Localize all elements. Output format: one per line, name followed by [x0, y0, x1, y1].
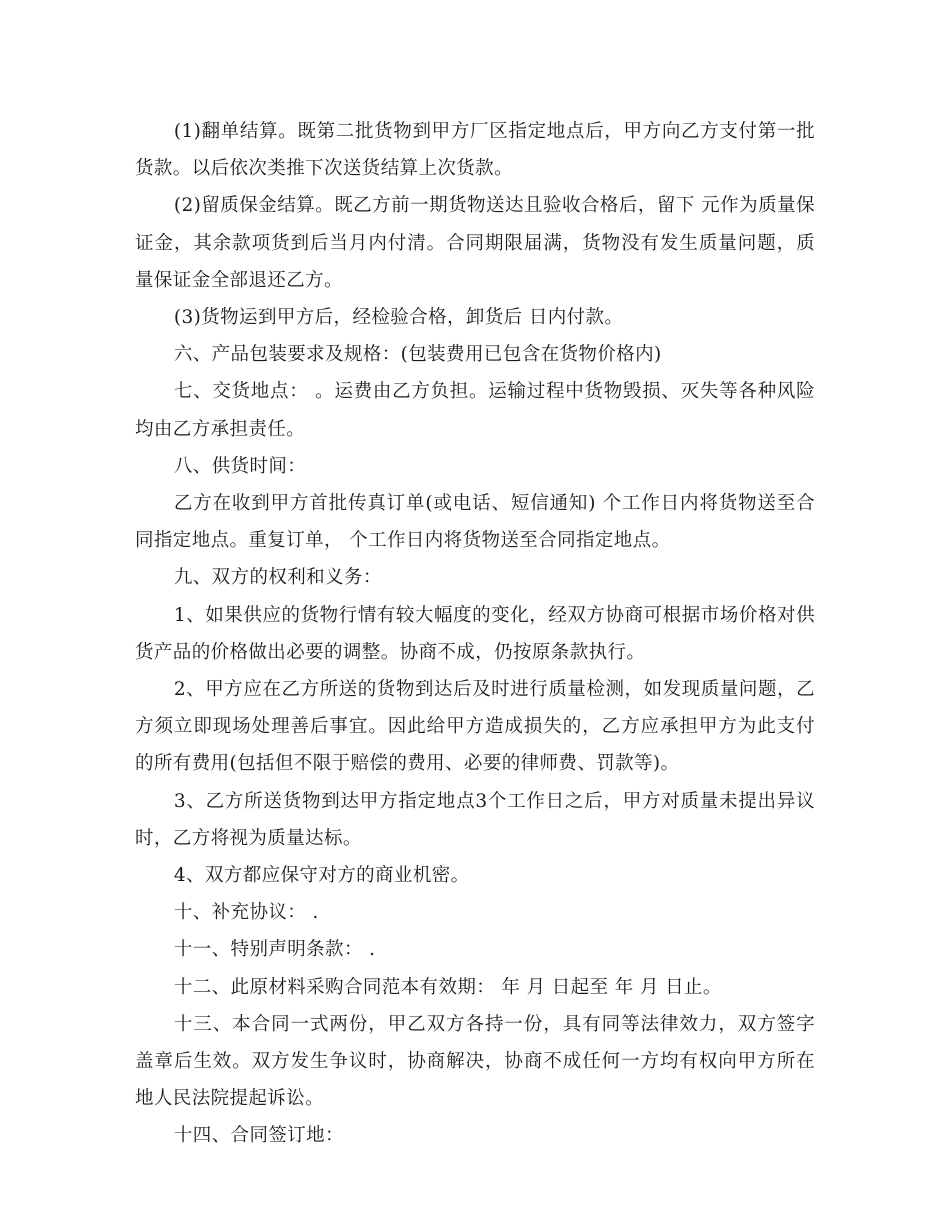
- section-14-signing-location: 十四、合同签订地：: [173, 1125, 344, 1147]
- document-body: [135, 113, 815, 1155]
- section-8-supply-time-heading: 八、供货时间：: [173, 455, 307, 477]
- clause-payment-after-inspection: (3)货物运到甲方后，经检验合格，卸货后 日内付款。: [173, 307, 624, 329]
- section-13-copies-disputes: 十三、本合同一式两份，甲乙双方各持一份，具有同等法律效力，双方签字盖章后生效。双方发生争议时，协商解决，协商不成任何一方均有权向甲方所在地人民法院提起诉讼。: [135, 1013, 815, 1110]
- section-9-item-1: 1、如果供应的货物行情有较大幅度的变化，经双方协商可根据市场价格对供货产品的价格做出必要的调整。协商不成，仍按原条款执行。: [135, 604, 815, 663]
- section-9-item-3: 3、乙方所送货物到达甲方指定地点3个工作日之后，甲方对质量未提出异议时，乙方将视为质量达标。: [135, 790, 815, 849]
- section-12-validity: 十二、此原材料采购合同范本有效期： 年 月 日起至 年 月 日止。: [173, 976, 722, 998]
- section-9-item-4: 4、双方都应保守对方的商业机密。: [173, 865, 470, 887]
- section-8-supply-time-body: 乙方在收到甲方首批传真订单(或电话、短信通知) 个工作日内将货物送至合同指定地点。重复订单， 个工作日内将货物送至合同指定地点。: [135, 493, 815, 552]
- section-9-rights-heading: 九、双方的权利和义务：: [173, 567, 382, 589]
- clause-payment-retention: (2)留质保金结算。既乙方前一期货物送达且验收合格后，留下 元作为质量保证金，其余款项货到后当月内付清。合同期限届满，货物没有发生质量问题，质量保证金全部退还乙方。: [135, 195, 815, 291]
- clause-payment-rollover: (1)翻单结算。既第二批货物到甲方厂区指定地点后，甲方向乙方支付第一批货款。以后依次类推下次送货结算上次货款。: [135, 121, 815, 180]
- section-11-special-statement: 十一、特别声明条款： .: [173, 939, 376, 961]
- section-6-packaging: 六、产品包装要求及规格：(包装费用已包含在货物价格内): [173, 344, 662, 366]
- section-7-delivery-location: 七、交货地点： 。运费由乙方负担。运输过程中货物毁损、灭失等各种风险均由乙方承担责任。: [135, 381, 815, 440]
- section-10-supplement: 十、补充协议： .: [173, 902, 319, 924]
- section-9-item-2: 2、甲方应在乙方所送的货物到达后及时进行质量检测，如发现质量问题，乙方须立即现场处理善后事宜。因此给甲方造成损失的，乙方应承担甲方为此支付的所有费用(包括但不限于赔偿的费用、必要的律师费、罚款等)。: [135, 679, 815, 775]
